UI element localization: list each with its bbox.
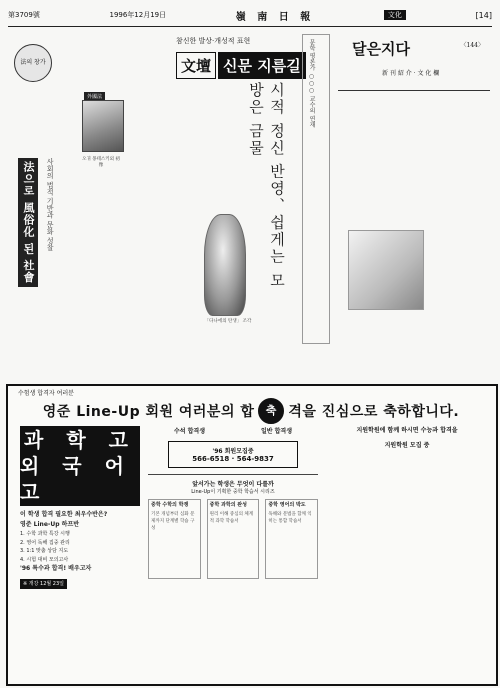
headline-part-1: 文壇 xyxy=(176,52,216,79)
book-title: 중학 과학의 완성 xyxy=(209,502,247,508)
issue-date: 1996年12月19日 xyxy=(109,11,167,19)
serial-header xyxy=(338,30,490,91)
mid-slogan: 앞서가는 학생은 무엇이 다를까 xyxy=(192,481,274,488)
sculpture-photo xyxy=(204,214,246,316)
page-number: 第3709號 xyxy=(8,11,40,19)
law-column-byline: 사회의 법적 기반과 문화 성찰 xyxy=(46,158,55,251)
serial-number: 〈144〉 xyxy=(460,42,484,49)
series-sidebar-text: 문학 평론가 ○○○ 교수의 연재 xyxy=(308,39,315,128)
serial-byline: 新 刊 紹 介 · 文 化 欄 xyxy=(382,70,440,77)
ad-right-footer: 지원학원 모집 중 xyxy=(384,442,430,450)
ad-top-note: 수험생 합격자 여러분 xyxy=(18,390,74,397)
headline-part-2: 신문 지름길 xyxy=(218,52,306,79)
portrait-caption: 오귀 몽테스키외 初像 xyxy=(82,157,120,168)
column-badge: 法의 창가 xyxy=(14,44,52,82)
book-desc: 기본 개념부터 심화 문제까지 단계별 학습 구성 xyxy=(151,511,195,531)
ad-left-item: 3. 1:1 맞춤 상담 지도 xyxy=(20,548,69,555)
ad-left-question: 이 학생 합격 필요한 최우수반은? xyxy=(20,511,108,518)
enrollment-stamp xyxy=(168,441,298,468)
academy-advertisement xyxy=(6,384,498,686)
honor-roll-headers xyxy=(148,426,318,435)
banner-text-start: 영준 Line-Up 회원 여러분의 합 xyxy=(42,404,255,420)
ad-right xyxy=(326,426,488,676)
ad-left-heading: 영준 Line-Up 하프반 xyxy=(20,521,80,529)
general-students-heading: 일반 합격생 xyxy=(260,428,293,435)
serial-novel-column xyxy=(334,30,494,382)
logo-line-science: 과 학 고 xyxy=(24,428,136,452)
book-title: 중학 수학의 학쟁 xyxy=(151,502,189,508)
foreign-law-label: 外國法 xyxy=(84,92,105,101)
congrats-circle-icon: 축 xyxy=(258,398,284,424)
ad-left-item: 1. 수학 과학 특강 시행 xyxy=(20,531,70,538)
paper-name: 嶺 南 日 報 xyxy=(235,11,315,23)
series-sidebar xyxy=(302,34,330,344)
ad-banner xyxy=(16,398,486,424)
vertical-headline: 시적 정신 반영、쉽게는 모방은 금물 xyxy=(247,82,286,290)
book-box xyxy=(207,499,260,579)
mid-subslogan: Line-Up이 기획한 중학 학습서 시리즈 xyxy=(191,489,275,495)
article-headline xyxy=(176,52,306,79)
serial-title: 달은지다 xyxy=(352,40,410,58)
portrait-photo xyxy=(82,100,124,152)
ad-middle xyxy=(148,426,318,676)
ad-left-info xyxy=(20,510,140,674)
masthead xyxy=(8,4,492,27)
page-section-number: [14] xyxy=(475,10,492,20)
school-logo-block xyxy=(20,426,140,506)
book-desc: 독해와 문법을 함께 익히는 통합 학습서 xyxy=(268,511,312,524)
book-title: 중학 영어의 박도 xyxy=(268,502,306,508)
law-column xyxy=(10,30,78,382)
enrollment-phone: 566-6518 · 564-9837 xyxy=(192,455,274,463)
enrollment-title: '96 회원모집중 xyxy=(212,448,254,455)
logo-line-foreign: 외 국 어 고 xyxy=(20,454,132,504)
ad-left-heading-2: '96 특수과 합격! 배우고자 xyxy=(20,565,92,573)
section-tag: 文化 xyxy=(384,10,406,20)
article-kicker: 참신한 발상·개성적 표현 xyxy=(176,37,251,45)
ad-left-item: 2. 영어 독해 집중 관리 xyxy=(20,539,70,546)
book-box xyxy=(265,499,318,579)
ad-left-item: 4. 시험 대비 모의고사 xyxy=(20,556,69,563)
top-students-heading: 수석 합격생 xyxy=(173,428,206,435)
book-series-grid xyxy=(148,499,318,579)
sculpture-caption: 「다나에의 탄생」 조각 xyxy=(204,319,252,324)
law-column-title: 法으로 風俗化 된 社會 xyxy=(18,158,38,287)
ad-left-footer: ※ 개강 12월 23일 xyxy=(20,579,67,590)
ad-right-heading: 지원학원에 함께 하시면 수능과 합격을 xyxy=(356,427,458,434)
banner-text-end: 격을 진심으로 축하합니다. xyxy=(288,404,460,420)
book-desc: 원리 이해 중심의 체계적 과학 학습서 xyxy=(209,511,254,524)
book-box xyxy=(148,499,201,579)
serial-illustration xyxy=(348,230,424,310)
